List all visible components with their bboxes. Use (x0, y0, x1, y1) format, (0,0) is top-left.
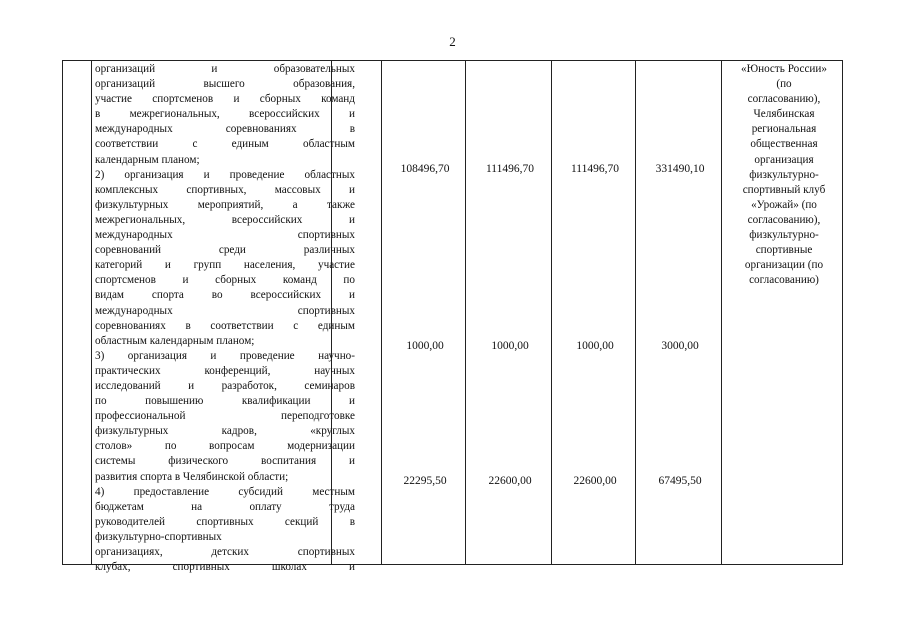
executor-line: «Урожай» (по (751, 198, 817, 211)
column-divider (465, 61, 466, 564)
description-line: категорий и групп населения, участие (95, 259, 355, 272)
description-line: 4) предоставление субсидий местным (95, 485, 355, 498)
value-2025-item-2: 108496,70 (400, 163, 450, 175)
executor-line: физкультурно- (749, 229, 819, 242)
description-line: физкультурно-спортивных (95, 530, 222, 543)
description-line: профессиональной переподготовке (95, 410, 355, 423)
description-line: организаций и образовательных (95, 63, 355, 75)
description-line: областным календарным планом; (95, 334, 255, 347)
description-line: физкультурных кадров, «круглых (95, 425, 355, 438)
description-line: соревнований среди различных (95, 244, 355, 257)
description-line: международных соревнованиях в (95, 123, 355, 136)
description-line: клубах, спортивных школах и (95, 561, 355, 574)
value-2027-item-3: 1000,00 (576, 340, 614, 352)
executor-line: спортивные (755, 244, 813, 257)
value-total-item-3: 3000,00 (661, 340, 699, 352)
executor-line: согласованию) (749, 274, 819, 287)
description-line: международных спортивных (95, 229, 355, 242)
executor-line: организация (754, 153, 814, 166)
executor-line: организации (по (744, 259, 824, 272)
description-line: столов» по вопросам модернизации (95, 440, 355, 453)
description-line: участие спортсменов и сборных команд (95, 93, 355, 106)
description-line: развития спорта в Челябинской области; (95, 470, 289, 483)
description-line: межрегиональных, всероссийских и (95, 213, 355, 226)
description-line: видам спорта во всероссийских и (95, 289, 355, 302)
description-line: бюджетам на оплату труда (95, 500, 355, 513)
column-divider (551, 61, 552, 564)
description-line: спортсменов и сборных команд по (95, 274, 355, 287)
page-number: 2 (449, 34, 456, 49)
value-2027-item-4: 22600,00 (573, 475, 617, 487)
value-2027-item-2: 111496,70 (570, 163, 620, 175)
executors-column (725, 62, 843, 288)
executor-line: «Юность России» (740, 63, 828, 75)
executor-line: согласованию), (747, 213, 821, 226)
description-line: организаций высшего образования, (95, 78, 355, 91)
executor-line: Челябинская (753, 108, 815, 121)
description-line: по повышению квалификации и (95, 395, 355, 408)
description-line: международных спортивных (95, 304, 355, 317)
executor-line: общественная (750, 138, 818, 151)
column-divider (635, 61, 636, 564)
description-line: соответствии с единым областным (95, 138, 355, 151)
description-line: физкультурных мероприятий, а также (95, 198, 355, 211)
value-2026-item-3: 1000,00 (491, 340, 529, 352)
description-line: системы физического воспитания и (95, 455, 355, 468)
column-divider (721, 61, 722, 564)
value-2026-item-2: 111496,70 (485, 163, 535, 175)
description-line: руководителей спортивных секций в (95, 515, 355, 528)
column-divider (381, 61, 382, 564)
description-line: в межрегиональных, всероссийских и (95, 108, 355, 121)
description-line: практических конференций, научных (95, 364, 355, 377)
description-line: организациях, детских спортивных (95, 546, 355, 558)
executor-line: региональная (751, 123, 817, 136)
description-line: календарным планом; (95, 153, 200, 166)
value-total-item-2: 331490,10 (655, 163, 705, 175)
executor-line: физкультурно- (749, 168, 819, 181)
executor-line: спортивный клуб (742, 183, 826, 196)
executor-line: (по (776, 78, 792, 91)
value-total-item-4: 67495,50 (658, 475, 702, 487)
description-line: соревнованиях в соответствии с единым (95, 319, 355, 332)
value-2025-item-4: 22295,50 (403, 475, 447, 487)
column-divider (91, 61, 92, 564)
program-table (62, 60, 843, 574)
measures-description (95, 62, 355, 575)
value-2025-item-3: 1000,00 (406, 340, 444, 352)
executor-line: согласованию), (747, 93, 821, 106)
description-line: 2) организация и проведение областных (95, 168, 355, 181)
description-line: 3) организация и проведение научно- (95, 349, 355, 362)
description-line: исследований и разработок, семинаров (95, 379, 355, 392)
value-2026-item-4: 22600,00 (488, 475, 532, 487)
description-line: комплексных спортивных, массовых и (95, 183, 355, 196)
